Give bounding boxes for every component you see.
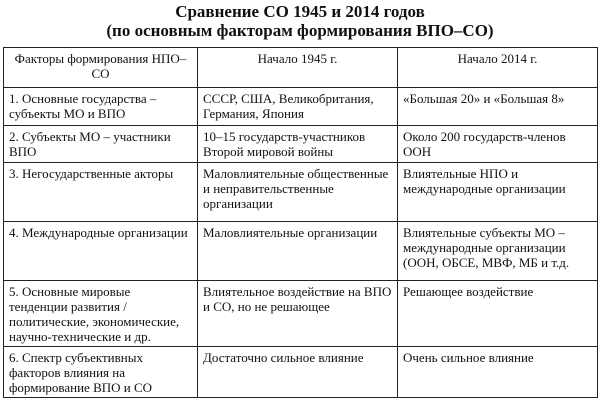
cell-1945: Влиятельное воздействие на ВПО и СО, но не решающее xyxy=(198,281,398,347)
cell-2014: Решающее воздействие xyxy=(398,281,598,347)
cell-1945: Маловлиятельные общественные и неправительственные организации xyxy=(198,163,398,222)
table-row xyxy=(4,281,598,347)
cell-2014: Влиятельные субъекты МО – международные организации (ООН, ОБСЕ, МВФ, МБ и т.д. xyxy=(398,222,598,281)
cell-factor: 6. Спектр субъективных факторов влияния на формирование ВПО и СО xyxy=(4,347,198,398)
cell-factor: 1. Основные государства – субъекты МО и ВПО xyxy=(4,88,198,126)
cell-factor: 4. Международные организации xyxy=(4,222,198,281)
cell-2014: Очень сильное влияние xyxy=(398,347,598,398)
title-line-2: (по основным факторам формирования ВПО–СО) xyxy=(106,21,494,40)
cell-1945: Маловлиятельные организации xyxy=(198,222,398,281)
cell-2014: Около 200 государств-членов ООН xyxy=(398,126,598,163)
table-row xyxy=(4,163,598,222)
table-row xyxy=(4,126,598,163)
header-factors: Факторы формирования НПО–СО xyxy=(4,48,198,88)
page-title xyxy=(0,2,600,40)
cell-2014: «Большая 20» и «Большая 8» xyxy=(398,88,598,126)
cell-2014: Влиятельные НПО и международные организации xyxy=(398,163,598,222)
header-1945: Начало 1945 г. xyxy=(198,48,398,88)
title-line-1: Сравнение СО 1945 и 2014 годов xyxy=(175,2,425,21)
comparison-table xyxy=(3,47,598,398)
cell-1945: СССР, США, Великобритания, Германия, Япония xyxy=(198,88,398,126)
header-2014: Начало 2014 г. xyxy=(398,48,598,88)
cell-1945: Достаточно сильное влияние xyxy=(198,347,398,398)
table-row xyxy=(4,222,598,281)
cell-1945: 10–15 государств-участников Второй мировой войны xyxy=(198,126,398,163)
table-row xyxy=(4,347,598,398)
cell-factor: 2. Субъекты МО – участники ВПО xyxy=(4,126,198,163)
table-row xyxy=(4,88,598,126)
table-header-row xyxy=(4,48,598,88)
cell-factor: 5. Основные мировые тенденции развития / политические, экономические, научно-технические и др. xyxy=(4,281,198,347)
cell-factor: 3. Негосударственные акторы xyxy=(4,163,198,222)
